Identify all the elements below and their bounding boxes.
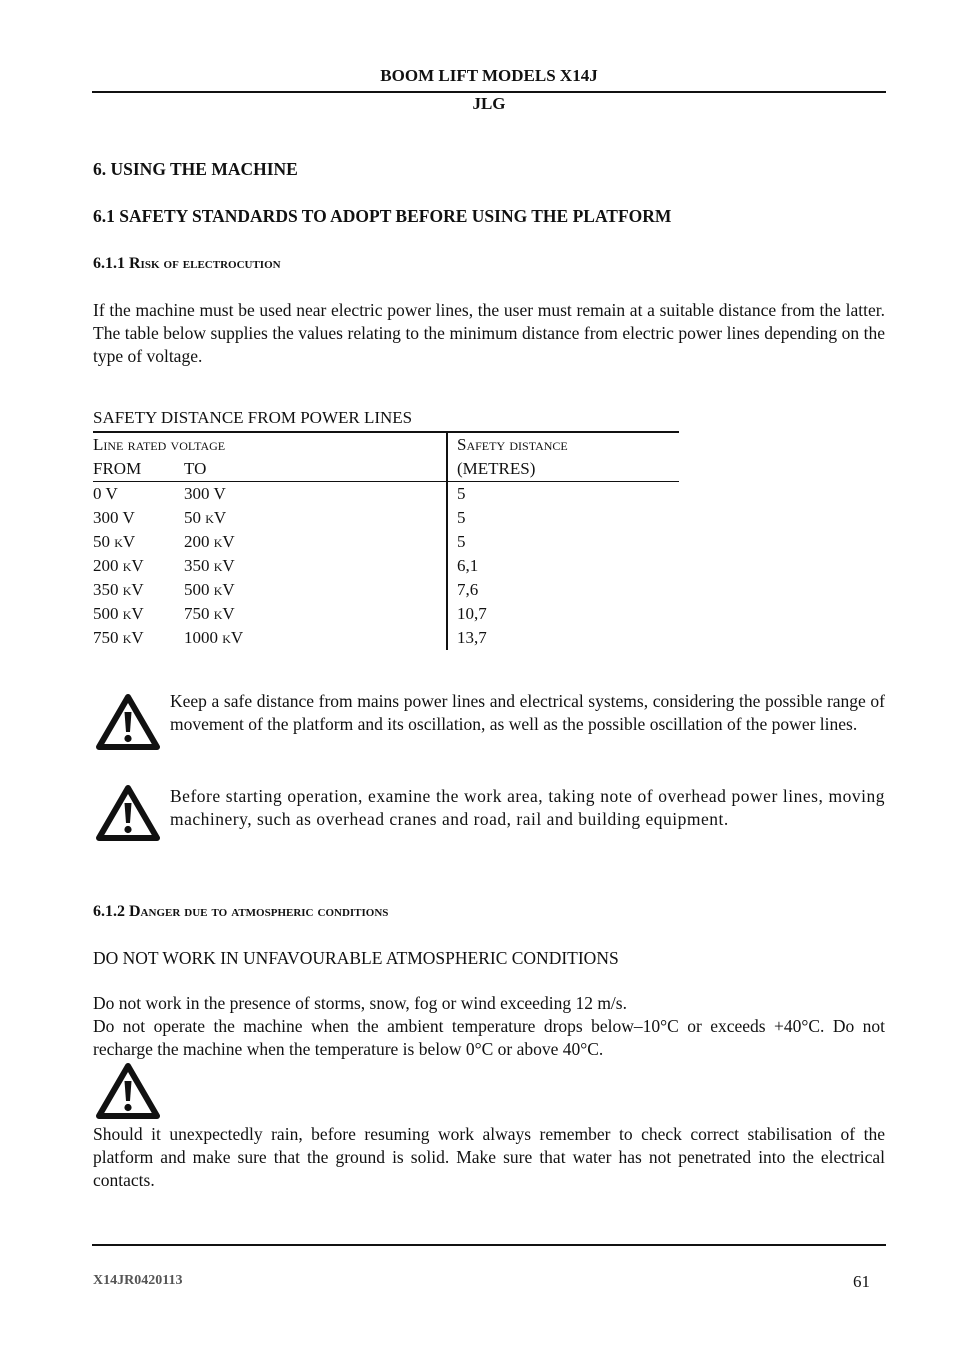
row-from: 500 kV — [93, 604, 144, 623]
unit-label: (METRES) — [447, 457, 679, 482]
row-to: 200 kV — [184, 532, 235, 551]
row-distance: 5 — [447, 530, 679, 554]
row-to: 500 kV — [184, 580, 235, 599]
row-from: 50 kV — [93, 532, 136, 551]
col-voltage-header: Line rated voltage — [93, 432, 447, 457]
safety-distance-table — [93, 431, 679, 650]
table-subheader-row — [93, 457, 679, 482]
table-row — [93, 530, 679, 554]
risk-electrocution-heading: 6.1.1 Risk of electrocution — [93, 255, 281, 272]
table-row — [93, 578, 679, 602]
table-row — [93, 482, 679, 507]
row-to: 50 kV — [184, 508, 227, 527]
table-row — [93, 506, 679, 530]
col-distance-header: Safety distance — [447, 432, 679, 457]
section-heading: 6. USING THE MACHINE — [93, 159, 298, 179]
atmospheric-line-2: Do not operate the machine when the ambient temperature drops below–10°C or exceeds +40°C. Do not recharge the machine when the temperature is below 0°C or above 40°C. — [93, 1016, 885, 1059]
row-from: 0 V — [93, 484, 118, 503]
row-distance: 13,7 — [447, 626, 679, 650]
warning-triangle-icon — [96, 785, 160, 841]
atmospheric-caps-line: DO NOT WORK IN UNFAVOURABLE ATMOSPHERIC CONDITIONS — [93, 948, 619, 968]
to-label: TO — [184, 457, 447, 482]
row-distance: 10,7 — [447, 602, 679, 626]
footer-divider — [92, 1244, 886, 1246]
row-from: 750 kV — [93, 628, 144, 647]
row-distance: 7,6 — [447, 578, 679, 602]
atmospheric-heading: 6.1.2 Danger due to atmospheric conditions — [93, 903, 389, 920]
table-row — [93, 554, 679, 578]
header-brand: JLG — [472, 94, 506, 113]
footer-document-code: X14JR0420113 — [93, 1273, 183, 1288]
header-divider — [92, 91, 886, 93]
row-distance: 5 — [447, 506, 679, 530]
row-from: 350 kV — [93, 580, 144, 599]
table-row — [93, 602, 679, 626]
atmospheric-line-1: Do not work in the presence of storms, snow, fog or wind exceeding 12 m/s. — [93, 993, 627, 1013]
subsection-heading: 6.1 SAFETY STANDARDS TO ADOPT BEFORE USING THE PLATFORM — [93, 206, 672, 226]
from-label: FROM — [93, 457, 184, 482]
header-title: BOOM LIFT MODELS X14J — [380, 66, 598, 85]
page-number: 61 — [853, 1272, 870, 1291]
row-from: 300 V — [93, 508, 135, 527]
row-to: 350 kV — [184, 556, 235, 575]
row-to: 1000 kV — [184, 628, 244, 647]
row-distance: 5 — [447, 482, 679, 507]
row-from: 200 kV — [93, 556, 144, 575]
table-row — [93, 626, 679, 650]
warning-text-power-lines: Keep a safe distance from mains power lines and electrical systems, considering the possible range of movement of the platform and its oscillation, as well as the possible oscillation of the power lines. — [170, 691, 885, 734]
row-distance: 6,1 — [447, 554, 679, 578]
warning-text-rain: Should it unexpectedly rain, before resuming work always remember to check correct stabilisation of the platform and make sure that the ground is solid. Make sure that water has not penetrated into the electrical contacts. — [93, 1124, 885, 1190]
warning-triangle-icon — [96, 1063, 160, 1119]
table-header-row — [93, 432, 679, 457]
table-title: SAFETY DISTANCE FROM POWER LINES — [93, 408, 413, 427]
warning-triangle-icon — [96, 694, 160, 750]
electrocution-intro: If the machine must be used near electric power lines, the user must remain at a suitable distance from the latter. The table below supplies the values relating to the minimum distance from electric power lines depending on the type of voltage. — [93, 300, 885, 366]
row-to: 300 V — [184, 484, 226, 503]
warning-text-work-area: Before starting operation, examine the work area, taking note of overhead power lines, moving machinery, such as overhead cranes and road, rail and building equipment. — [170, 786, 885, 829]
row-to: 750 kV — [184, 604, 235, 623]
